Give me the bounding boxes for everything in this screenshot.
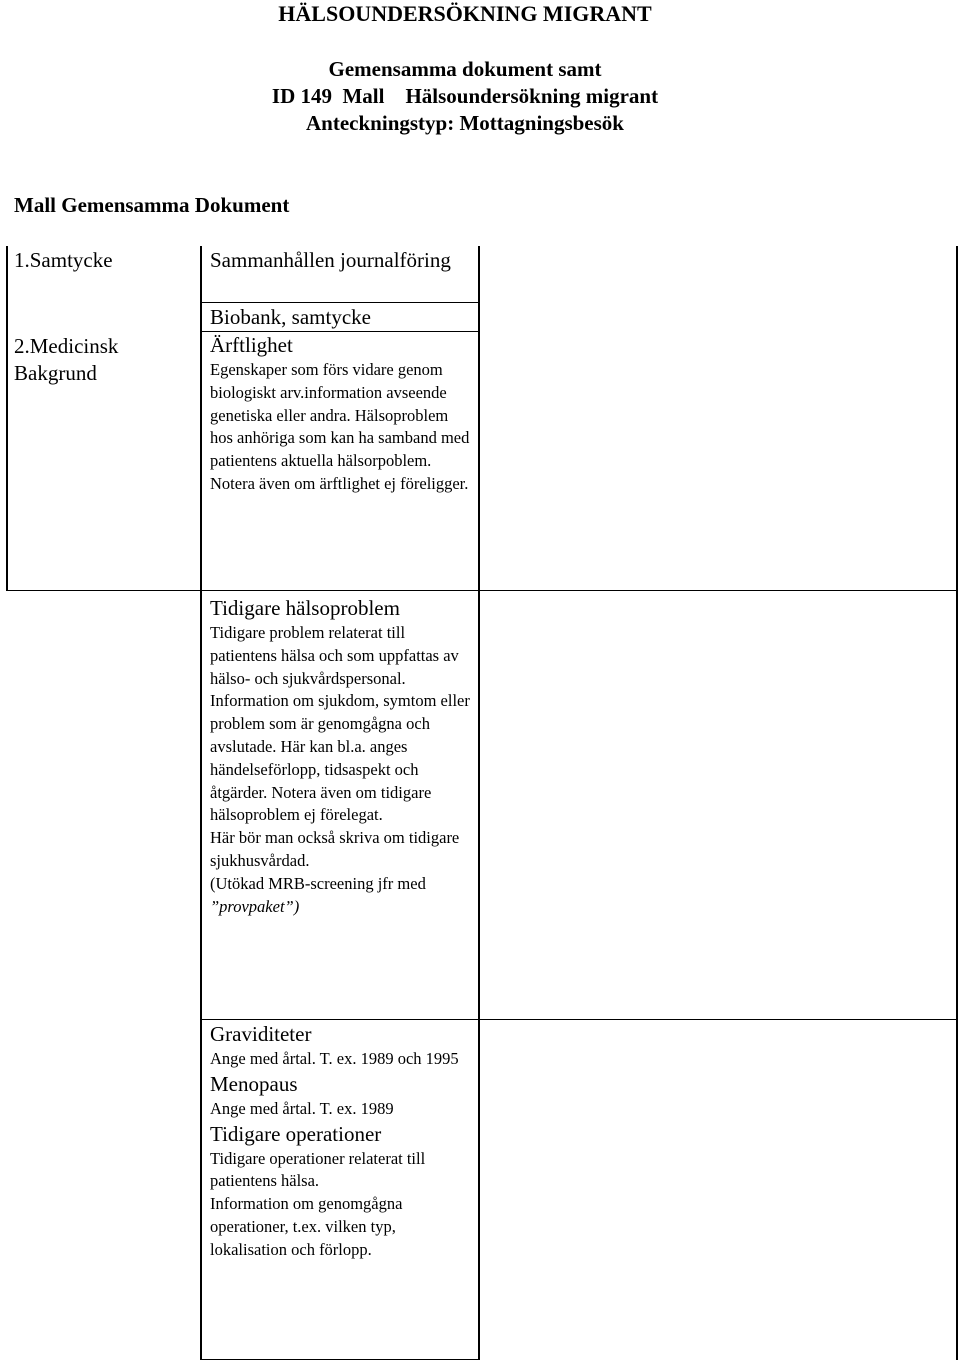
tidigare-halsoproblem-block: [210, 595, 472, 918]
table-border-right: [956, 246, 958, 1360]
document-title: HÄLSOUNDERSÖKNING MIGRANT: [278, 1, 652, 26]
biobank-samtycke-label: Biobank, samtycke: [210, 305, 371, 329]
table-border-left: [6, 246, 8, 591]
graviditeter-text: Ange med årtal. T. ex. 1989 och 1995: [210, 1049, 459, 1068]
tidigare-halsoproblem-heading: Tidigare hälsoproblem: [210, 596, 400, 620]
row-divider: [200, 1019, 958, 1020]
row-divider: [6, 590, 958, 591]
subtitle-line-1: Gemensamma dokument samt: [328, 57, 602, 81]
menopaus-heading: Menopaus: [210, 1071, 298, 1096]
subtitle-line-3: Anteckningstyp: Mottagningsbesök: [306, 111, 624, 135]
tidigare-halsoproblem-text-3: (Utökad MRB-screening jfr med: [210, 873, 426, 893]
tidigare-halsoproblem-text-2: Här bör man också skriva om tidigare sjukhusvårdad.: [210, 828, 460, 870]
tidigare-operationer-heading: Tidigare operationer: [210, 1121, 382, 1146]
section-title: Mall Gemensamma Dokument: [14, 193, 290, 217]
menopaus-text: Ange med årtal. T. ex. 1989: [210, 1098, 394, 1118]
tidigare-operationer-text-2: Information om genomgågna operationer, t.ex. vilken typ, lokalisation och förlopp.: [210, 1194, 403, 1259]
lower-block: [210, 1021, 472, 1262]
graviditeter-heading: Graviditeter: [210, 1022, 312, 1046]
row-divider: [200, 302, 480, 303]
medicinsk-label-line-1: 2.Medicinsk: [14, 334, 119, 358]
tidigare-operationer-text: Tidigare operationer relaterat till patientens hälsa.: [210, 1148, 426, 1191]
sammanhallen-journalforing-label: Sammanhållen journalföring: [210, 248, 451, 272]
table-divider-2: [478, 246, 480, 1360]
tidigare-halsoproblem-text: Tidigare problem relaterat till patientens hälsa och som uppfattas av hälso- och sjukvårdspersonal. Information om sjukdom, symtom eller problem som är genomgågna och avslutade. Här kan bl.a. anges händelseförlopp, tidsaspekt och åtgärder. Notera även om tidigare hälsoproblem ej förelegat.: [210, 623, 470, 825]
table-divider-1: [200, 246, 202, 1360]
medicinsk-label-line-2: Bakgrund: [14, 361, 97, 385]
tidigare-halsoproblem-text-4: [210, 896, 472, 919]
provpaket-italic: ”provpaket”): [210, 896, 300, 916]
arftlighet-text: Egenskaper som förs vidare genom biologiskt arv.information avseende genetiska eller andra. Hälsoproblem hos anhöriga som kan ha samband med patientens aktuella hälsorpoblem. Notera även om ärftlighet ej föreligger.: [210, 360, 470, 493]
arftlighet-heading: Ärftlighet: [210, 333, 293, 357]
subtitle-line-2: ID 149 Mall Hälsoundersökning migrant: [271, 84, 659, 108]
samtycke-label: 1.Samtycke: [14, 248, 113, 272]
arftlighet-block: [210, 332, 472, 496]
